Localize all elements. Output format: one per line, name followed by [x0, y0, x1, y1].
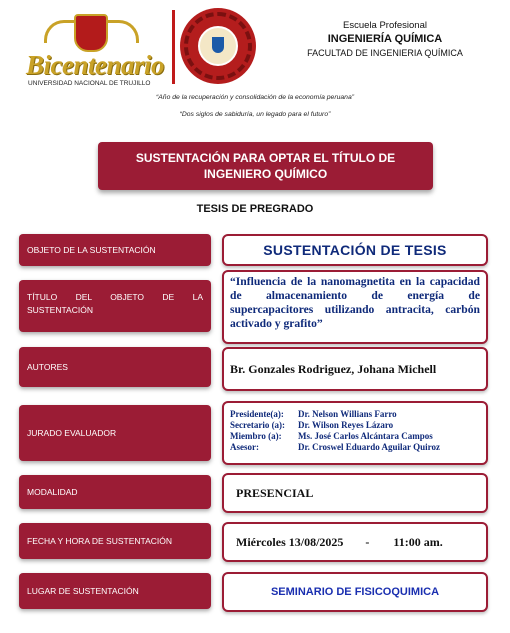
label-titulo [19, 280, 211, 332]
document-subtitle: TESIS DE PREGRADO [196, 203, 314, 215]
label-lugar: LUGAR DE SUSTENTACIÓN [19, 573, 211, 609]
logo-wing-left [44, 20, 77, 43]
jury-name: Dr. Nelson Willians Farro [298, 409, 397, 419]
jury-role: Presidente(a): [230, 409, 284, 419]
value-autores: Br. Gonzales Rodriguez, Johana Michell [230, 361, 437, 376]
value-fecha-date: Miércoles 13/08/2025 [236, 534, 344, 549]
banner-line1: SUSTENTACIÓN PARA OPTAR EL TÍTULO DE [135, 151, 396, 165]
jury-name: Ms. José Carlos Alcántara Campos [298, 431, 433, 441]
jury-role: Secretario (a): [230, 420, 286, 430]
jury-member [230, 442, 486, 453]
school-line3: FACULTAD DE INGENIERIA QUÍMICA [307, 48, 463, 58]
value-titulo-box [222, 270, 488, 344]
logo-word: Bicentenario [26, 50, 165, 80]
value-modalidad: PRESENCIAL [236, 485, 314, 500]
university-name: UNIVERSIDAD NACIONAL DE TRUJILLO [28, 80, 151, 87]
faculty-seal [180, 8, 256, 84]
value-objeto: SUSTENTACIÓN DE TESIS [263, 242, 447, 258]
logo-wing-right [106, 20, 139, 43]
jury-member [230, 431, 486, 442]
banner-line2: INGENIERO QUÍMICO [203, 167, 328, 181]
school-line1: Escuela Profesional [343, 20, 427, 31]
label-titulo-line1: TÍTULO DEL OBJETO DE LA [27, 292, 203, 302]
label-modalidad: MODALIDAD [19, 475, 211, 509]
jury-name: Dr. Croswel Eduardo Aguilar Quiroz [298, 442, 440, 452]
title-banner [98, 142, 433, 190]
school-line2: INGENIERÍA QUÍMICA [327, 33, 443, 45]
label-titulo-line2: SUSTENTACIÓN [27, 305, 93, 315]
jury-role: Asesor: [230, 442, 259, 452]
flask-icon [212, 37, 224, 53]
value-modalidad-box [222, 473, 488, 513]
label-fecha: FECHA Y HORA DE SUSTENTACIÓN [19, 523, 211, 559]
jury-member [230, 420, 486, 431]
value-fecha-box [222, 522, 488, 562]
value-objeto-box [222, 234, 488, 266]
value-jurado-box [222, 401, 488, 465]
value-lugar-box [222, 572, 488, 612]
year-quote: “Año de la recuperación y consolidación de la economía peruana” [156, 94, 354, 101]
label-jurado: JURADO EVALUADOR [19, 405, 211, 461]
label-autores: AUTORES [19, 347, 211, 387]
value-fecha-separator: - [365, 534, 370, 549]
label-objeto: OBJETO DE LA SUSTENTACIÓN [19, 234, 211, 266]
value-autores-box [222, 347, 488, 391]
header-divider [172, 10, 175, 84]
jury-name: Dr. Wilson Reyes Lázaro [298, 420, 394, 430]
value-fecha-time: 11:00 am. [393, 534, 443, 549]
university-logo [22, 12, 165, 87]
value-titulo: “Influencia de la nanomagnetita en la capacidad de almacenamiento de energía de supercapacitores utilizando antracita, carbón activado y grafito” [230, 275, 480, 330]
jury-member [230, 409, 486, 420]
value-lugar: SEMINARIO DE FISICOQUIMICA [270, 586, 440, 598]
jury-role: Miembro (a): [230, 431, 282, 441]
motto-quote: “Dos siglos de sabiduría, un legado para el futuro” [179, 111, 331, 118]
crest-icon [74, 14, 108, 52]
school-info [270, 20, 500, 58]
